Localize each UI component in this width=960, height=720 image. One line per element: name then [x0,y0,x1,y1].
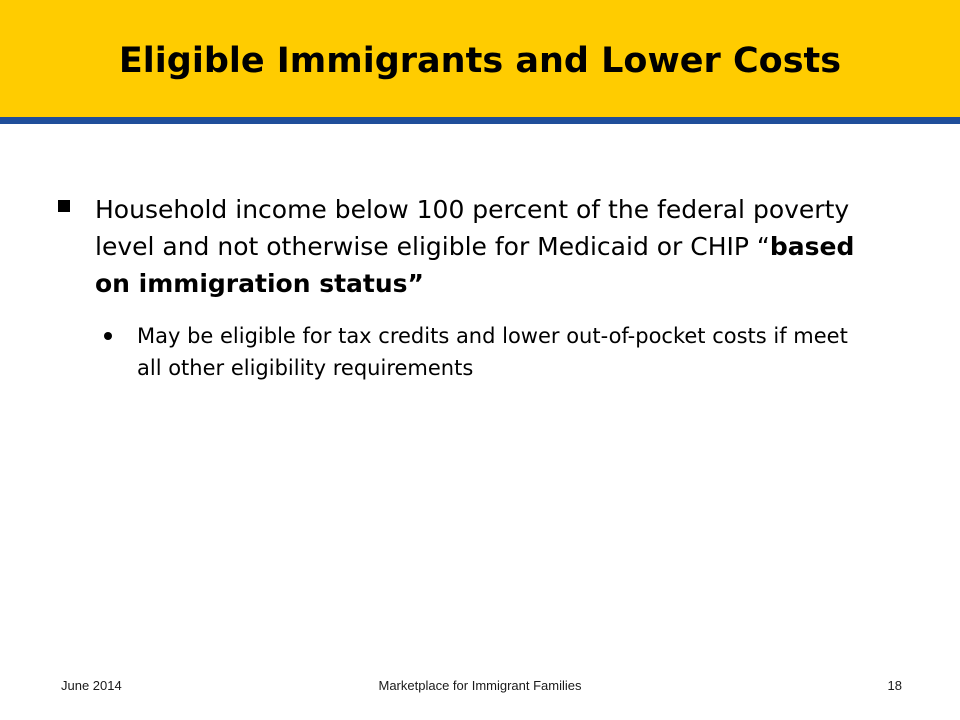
sub-bullet-text: May be eligible for tax credits and lower out-of-pocket costs if meet all other eligibility requirements [137,324,848,380]
title-divider [0,117,960,124]
bullet-text-regular: Household income below 100 percent of the federal poverty level and not otherwise eligible for Medicaid or CHIP “ [95,195,850,261]
round-bullet-icon [104,332,112,340]
page-number: 18 [887,678,902,693]
title-bar [0,0,960,117]
slide-footer [0,676,960,696]
footer-title: Marketplace for Immigrant Families [378,678,582,693]
bullet-text [95,191,885,302]
slide-title: Eligible Immigrants and Lower Costs [118,41,842,81]
footer-date: June 2014 [61,678,122,693]
bullet-text-bold: based on immigration status” [95,232,855,298]
square-bullet-icon [58,200,70,212]
